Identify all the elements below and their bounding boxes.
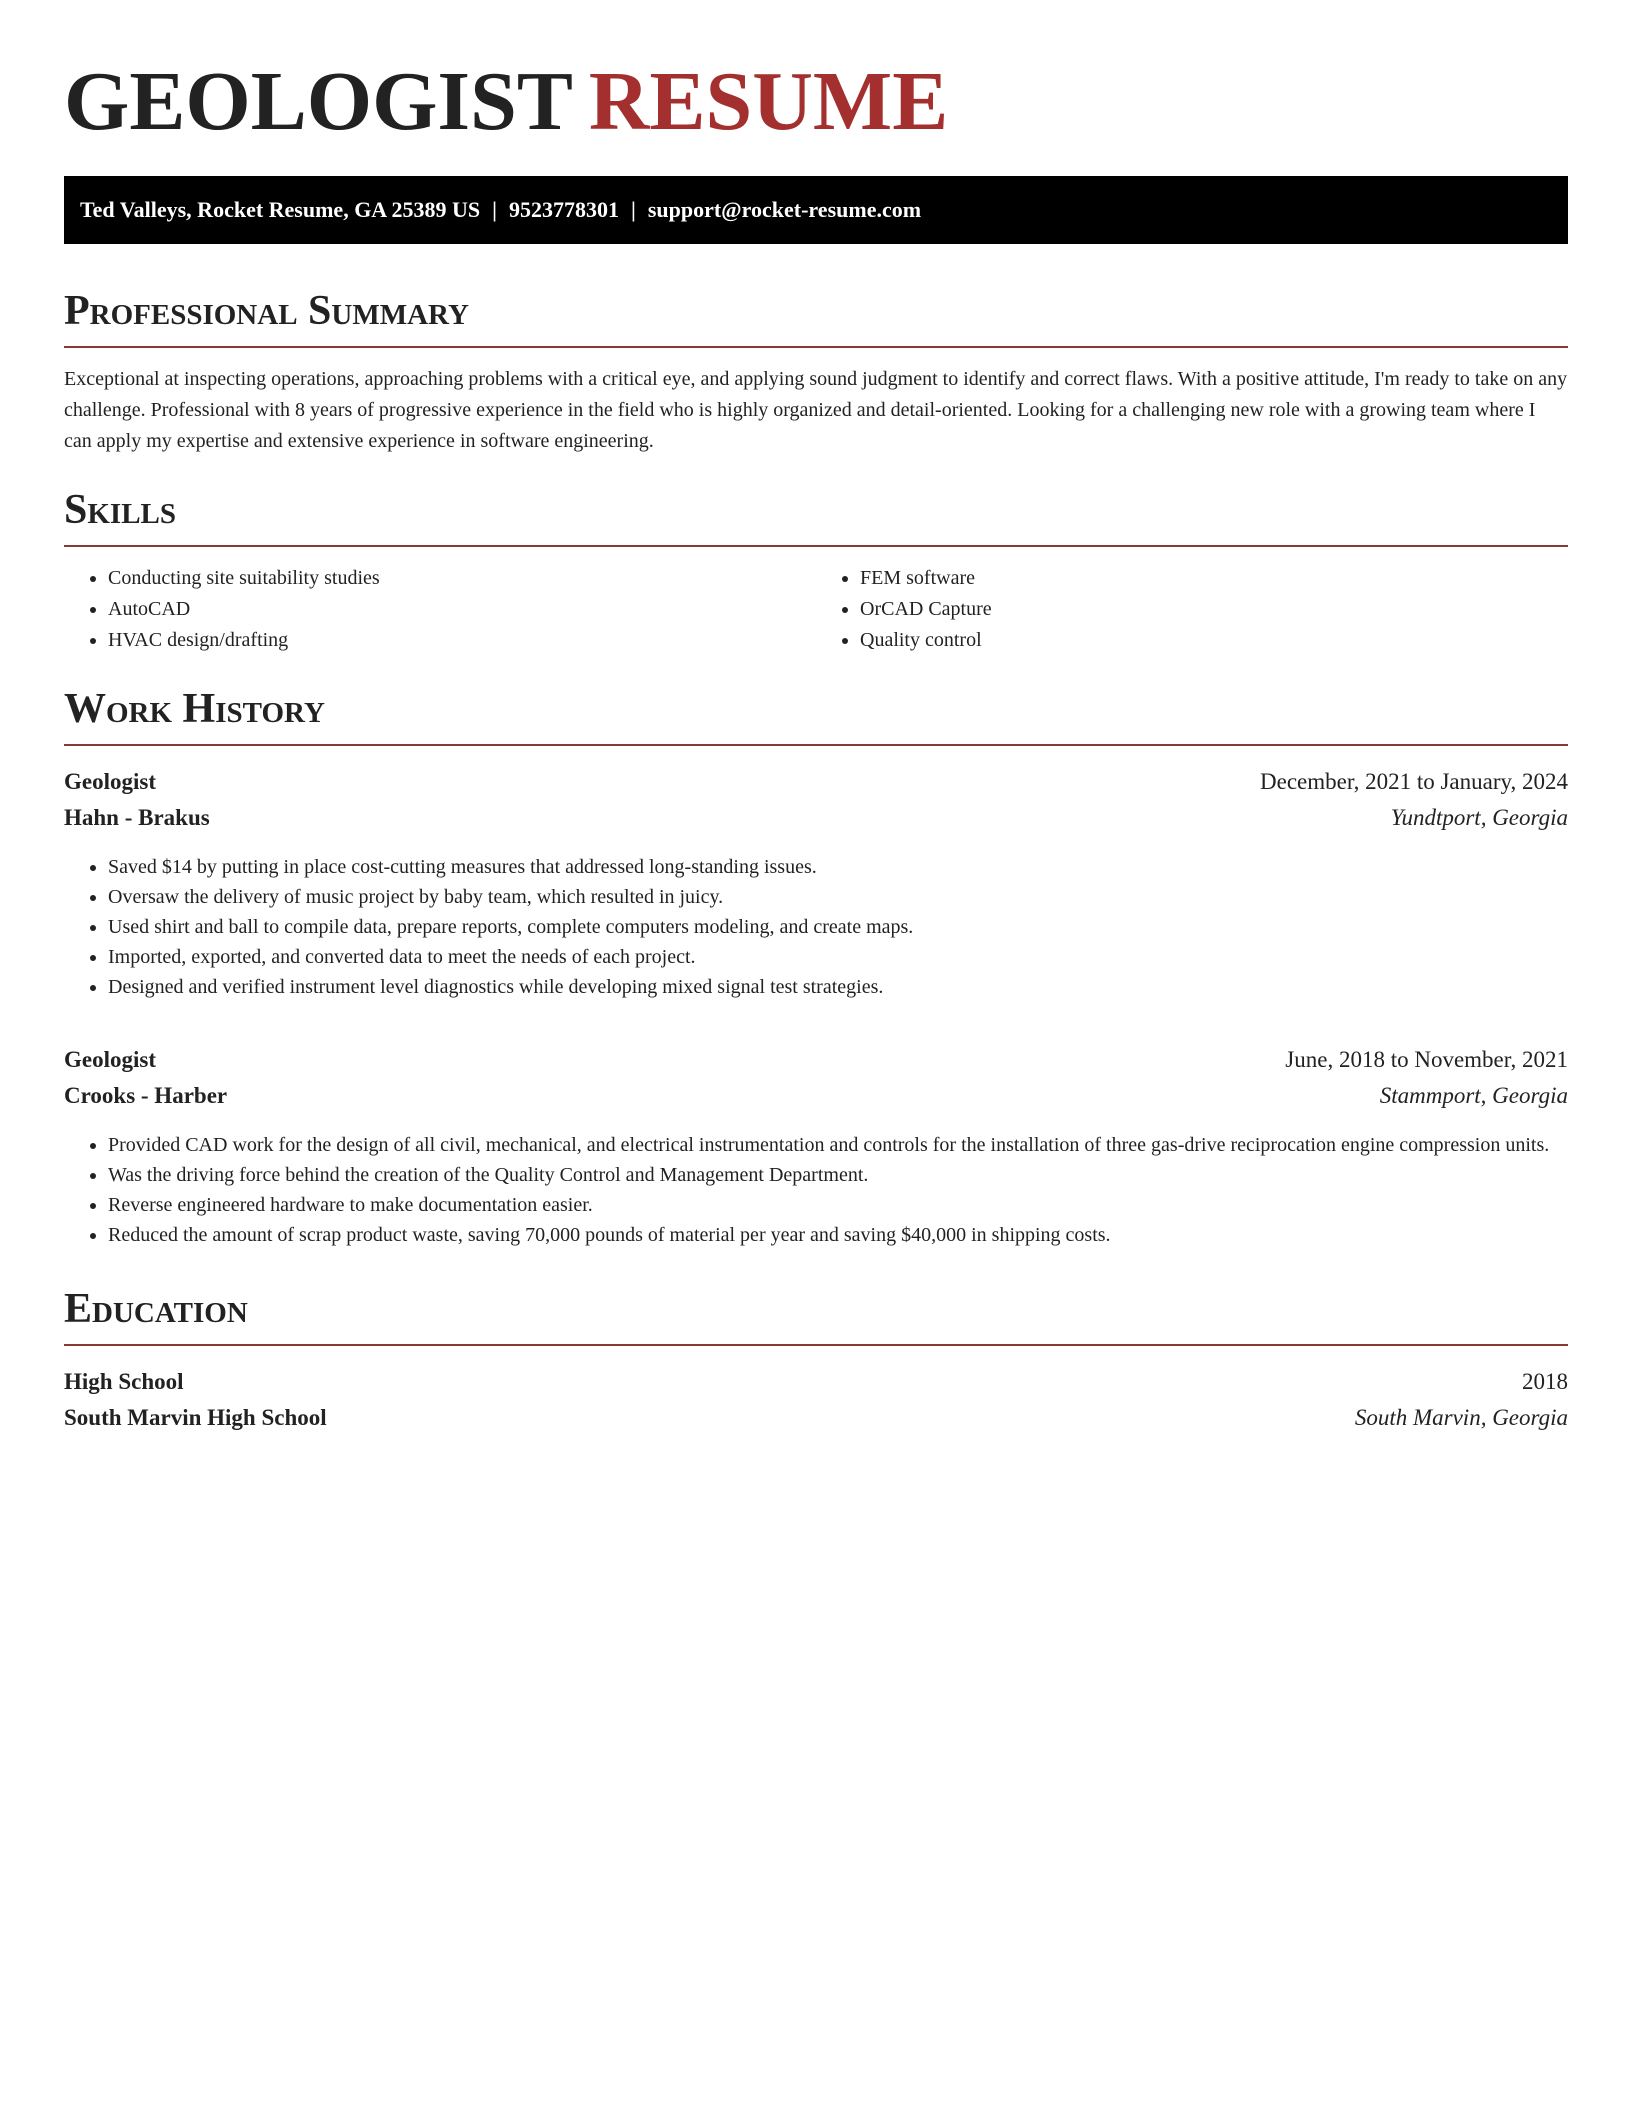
job-bullet: • Imported, exported, and converted data to meet the needs of each project. [108, 942, 1568, 972]
job-bullet: • Was the driving force behind the creation of the Quality Control and Management Department. [108, 1160, 1568, 1190]
education-heading: Education [64, 1284, 1568, 1346]
contact-separator: | [492, 197, 497, 222]
job-bullet: • Used shirt and ball to compile data, prepare reports, complete computers modeling, and create maps. [108, 912, 1568, 942]
job-title-row [64, 1042, 1568, 1078]
summary-text: Exceptional at inspecting operations, approaching problems with a critical eye, and applying sound judgment to identify and correct flaws. With a positive attitude, I'm ready to take on any challenge. Professional with 8 years of progressive experience in the field who is highly organized and detail-oriented. Looking for a challenging new role with a growing team where I can apply my expertise and extensive experience in software engineering. [64, 368, 1568, 452]
education-location: South Marvin, Georgia [1354, 1405, 1568, 1430]
education-degree-row [64, 1364, 1568, 1400]
job-location: Stammport, Georgia [1379, 1083, 1568, 1108]
job-title-row [64, 764, 1568, 800]
title-word-resume: RESUME [588, 55, 949, 148]
resume-title [64, 0, 1568, 148]
education-degree: High School [64, 1369, 184, 1394]
job-title: Geologist [64, 769, 156, 794]
job-bullet: • Saved $14 by putting in place cost-cutting measures that addressed long-standing issues. [108, 852, 1568, 882]
job-company-row [64, 800, 1568, 836]
job-bullet: • Designed and verified instrument level diagnostics while developing mixed signal test strategies. [108, 972, 1568, 1002]
job-bullets [64, 1130, 1568, 1250]
job-bullet: • Reduced the amount of scrap product waste, saving 70,000 pounds of material per year and saving $40,000 in shipping costs. [108, 1220, 1568, 1250]
contact-address: Ted Valleys, Rocket Resume, GA 25389 US [80, 197, 481, 222]
job-entry [64, 764, 1568, 1002]
skills-column-right [816, 563, 1568, 656]
job-bullet: • Reverse engineered hardware to make documentation easier. [108, 1190, 1568, 1220]
skill-item: • AutoCAD [108, 594, 816, 625]
job-bullets [64, 852, 1568, 1002]
job-location: Yundtport, Georgia [1390, 805, 1568, 830]
job-entry [64, 1042, 1568, 1250]
skills-heading: Skills [64, 485, 1568, 547]
resume-page [64, 0, 1568, 1436]
skills-list [64, 563, 1568, 656]
job-dates: June, 2018 to November, 2021 [1285, 1047, 1568, 1072]
skill-item: • Quality control [860, 625, 1568, 656]
title-word-profession: GEOLOGIST [64, 55, 573, 148]
contact-bar [64, 176, 1568, 244]
job-bullet: • Provided CAD work for the design of all civil, mechanical, and electrical instrumentation and controls for the installation of three gas-drive reciprocation engine compression units. [108, 1130, 1568, 1160]
skill-item: • OrCAD Capture [860, 594, 1568, 625]
contact-email: support@rocket-resume.com [647, 197, 922, 222]
job-dates: December, 2021 to January, 2024 [1260, 769, 1568, 794]
education-year: 2018 [1522, 1369, 1568, 1394]
skill-item: • Conducting site suitability studies [108, 563, 816, 594]
skills-column-left [64, 563, 816, 656]
job-company-row [64, 1078, 1568, 1114]
work-history-heading: Work History [64, 684, 1568, 746]
education-school: South Marvin High School [64, 1405, 327, 1430]
contact-separator: | [630, 197, 636, 222]
job-bullet: • Oversaw the delivery of music project by baby team, which resulted in juicy. [108, 882, 1568, 912]
education-entry [64, 1364, 1568, 1436]
education-school-row [64, 1400, 1568, 1436]
skill-item: • FEM software [860, 563, 1568, 594]
contact-phone: 9523778301 [508, 197, 619, 222]
job-company: Crooks - Harber [64, 1083, 228, 1108]
job-company: Hahn - Brakus [64, 805, 210, 830]
skill-item: • HVAC design/drafting [108, 625, 816, 656]
job-title: Geologist [64, 1047, 156, 1072]
summary-heading: Professional Summary [64, 286, 1568, 348]
